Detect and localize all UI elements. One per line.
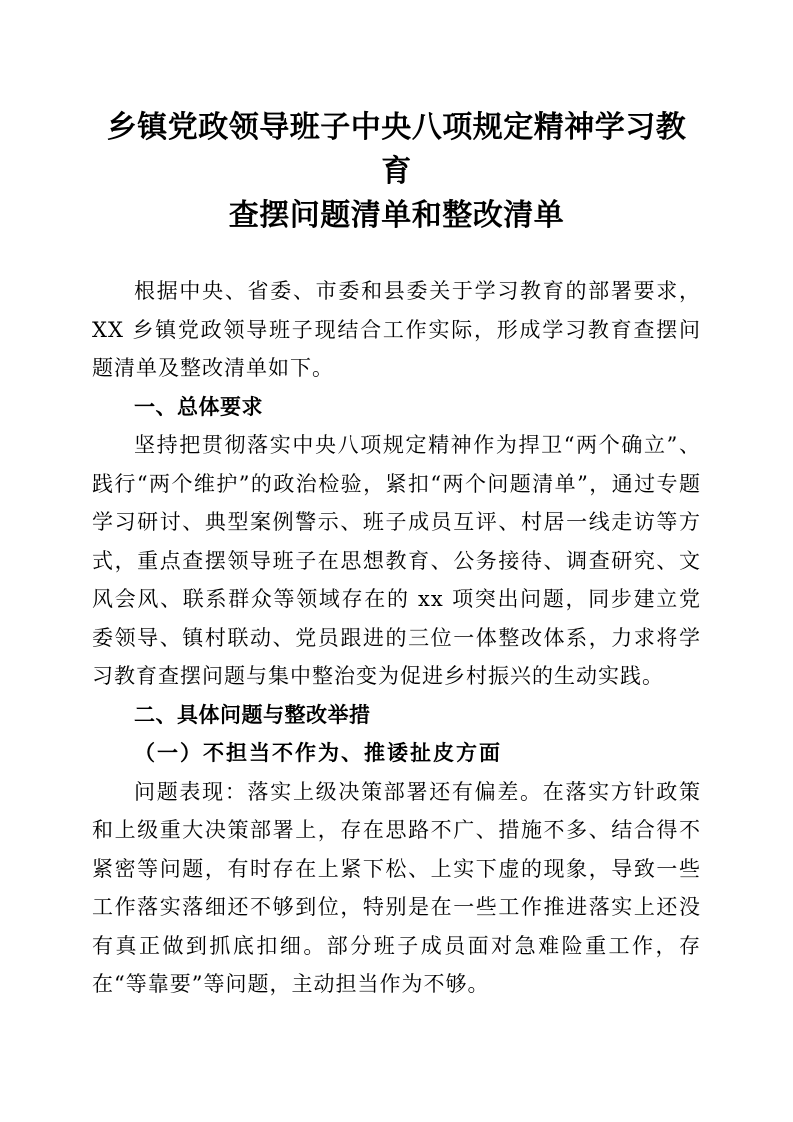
subsection-1-heading: （一）不担当不作为、推诿扯皮方面 bbox=[134, 740, 502, 765]
doc-title-line-2: 查摆问题清单和整改清单 bbox=[228, 198, 565, 233]
section-2-heading: 二、具体问题与整改举措 bbox=[134, 702, 371, 727]
subsection-1-paragraph: 问题表现：落实上级决策部署还有偏差。在落实方针政策和上级重大决策部署上，存在思路不广、措施不多、结合得不紧密等问题，有时存在上紧下松、上实下虚的现象，导致一些工作落实落细还不够到位，特别是在一些工作推进落实上还没有真正做到抓底扣细。部分班子成员面对急难险重工作，存在“等靠要”等问题，主动担当作为不够。 bbox=[92, 779, 701, 996]
intro-paragraph: 根据中央、省委、市委和县委关于学习教育的部署要求，XX 乡镇党政领导班子现结合工作实际，形成学习教育查摆问题清单及整改清单如下。 bbox=[92, 279, 701, 380]
section-1-paragraph: 坚持把贯彻落实中央八项规定精神作为捍卫“两个确立”、践行“两个维护”的政治检验，紧扣“两个问题清单”，通过专题学习研讨、典型案例警示、班子成员互评、村居一线走访等方式，重点查摆领导班子在思想教育、公务接待、调查研究、文风会风、联系群众等领域存在的 xx 项突出问题，同步建立党委领导、镇村联动、党员跟进的三位一体整改体系，力求将学习教育查摆问题与集中整治变为促进乡村振兴的生动实践。 bbox=[92, 433, 701, 688]
doc-title-line-1: 乡镇党政领导班子中央八项规定精神学习教育 bbox=[106, 110, 687, 189]
section-1-heading: 一、总体要求 bbox=[134, 394, 263, 419]
doc-title bbox=[92, 106, 701, 238]
